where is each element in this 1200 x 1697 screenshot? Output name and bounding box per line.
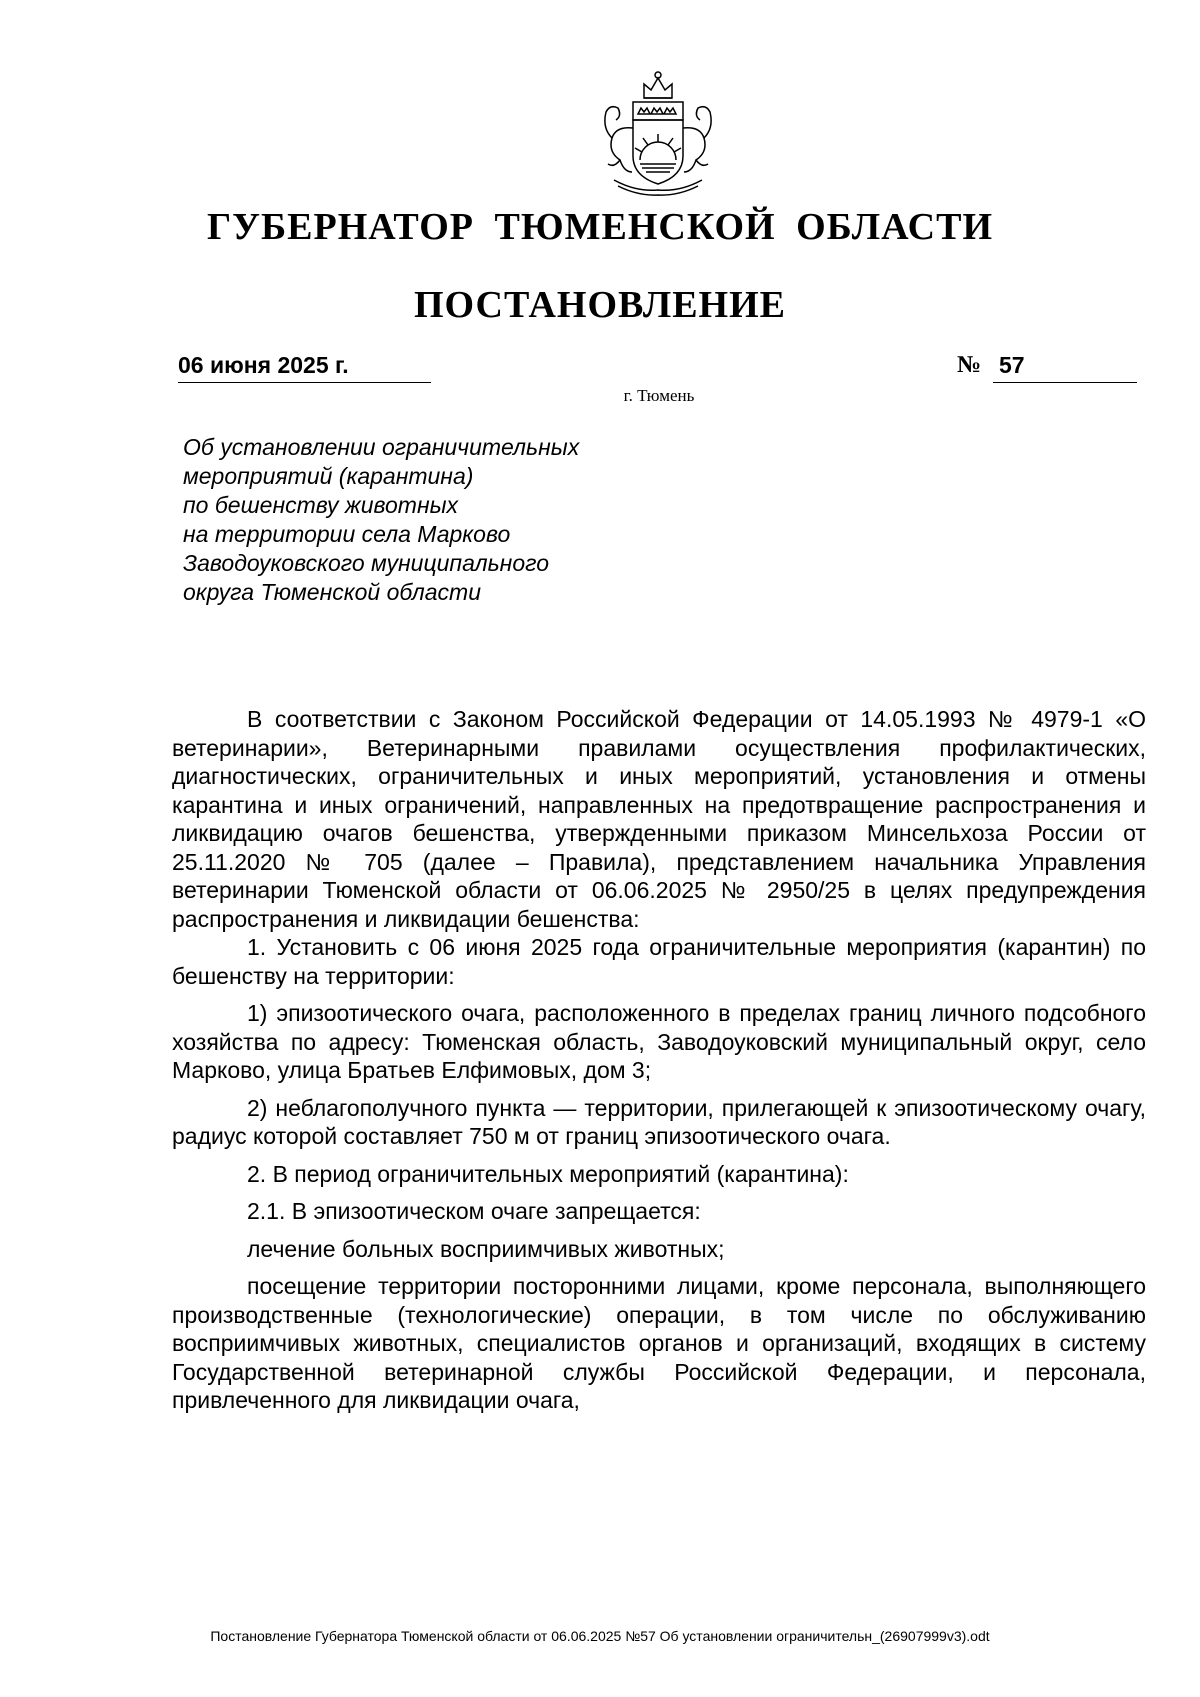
subject-line: Заводоуковского муниципального <box>183 550 549 576</box>
body-paragraph: 2) неблагополучного пункта — территории, прилегающей к эпизоотическому очагу, радиус которой составляет 750 м от границ эпизоотического очага. <box>172 1094 1146 1149</box>
document-number: 57 <box>993 352 1137 383</box>
number-sign: № <box>957 352 982 378</box>
subject-line: мероприятий (карантина) <box>183 463 474 489</box>
document-footer: Постановление Губернатора Тюменской области от 06.06.2025 №57 Об установлении ограничительн_(26907999v3).odt <box>210 1628 990 1644</box>
subject-line: на территории села Марково <box>183 521 511 547</box>
organization-title: ГУБЕРНАТОР ТЮМЕНСКОЙ ОБЛАСТИ <box>206 206 994 248</box>
body-paragraph: 1. Установить с 06 июня 2025 года ограничительные мероприятия (карантин) по бешенству на территории: <box>172 934 1146 989</box>
body-paragraph: 2. В период ограничительных мероприятий (карантина): <box>247 1160 849 1187</box>
subject-line: округа Тюменской области <box>183 579 482 605</box>
document-body <box>172 705 1146 1415</box>
subject-line: Об установлении ограничительных <box>183 434 580 460</box>
document-type-title: ПОСТАНОВЛЕНИЕ <box>413 284 787 326</box>
subject-line: по бешенству животных <box>183 492 459 518</box>
body-paragraph: 1) эпизоотического очага, расположенного в пределах границ личного подсобного хозяйства по адресу: Тюменская область, Заводоуковский муниципальный округ, село Марково, улица Братьев Елфимовых, дом 3; <box>172 1000 1146 1083</box>
body-paragraph: 2.1. В эпизоотическом очаге запрещается: <box>247 1198 701 1224</box>
coat-of-arms-icon <box>588 68 728 198</box>
document-city: г. Тюмень <box>623 386 695 405</box>
preamble-paragraph: В соответствии с Законом Российской Федерации от 14.05.1993 № 4979-1 «О ветеринарии», Ветеринарными правилами осуществления профилактических, диагностических, ограничительных и иных мероприятий, установления и отмены карантина и иных ограничений, направленных на предотвращение распространения и ликвидацию очагов бешенства, утвержденными приказом Минсельхоза России от 25.11.2020 № 705 (далее – Правила), представлением начальника Управления ветеринарии Тюменской области от 06.06.2025 № 2950/25 в целях предупреждения распространения и ликвидации бешенства: <box>172 706 1146 932</box>
body-paragraph: посещение территории посторонними лицами, кроме персонала, выполняющего производственные (технологические) операции, в том числе по обслуживанию восприимчивых животных, специалистов органов и организаций, входящих в систему Государственной ветеринарной службы Российской Федерации, и персонала, привлеченного для ликвидации очага, <box>172 1273 1146 1413</box>
document-date: 06 июня 2025 г. <box>178 352 431 383</box>
document-subject <box>183 433 703 607</box>
body-paragraph: лечение больных восприимчивых животных; <box>247 1235 725 1262</box>
